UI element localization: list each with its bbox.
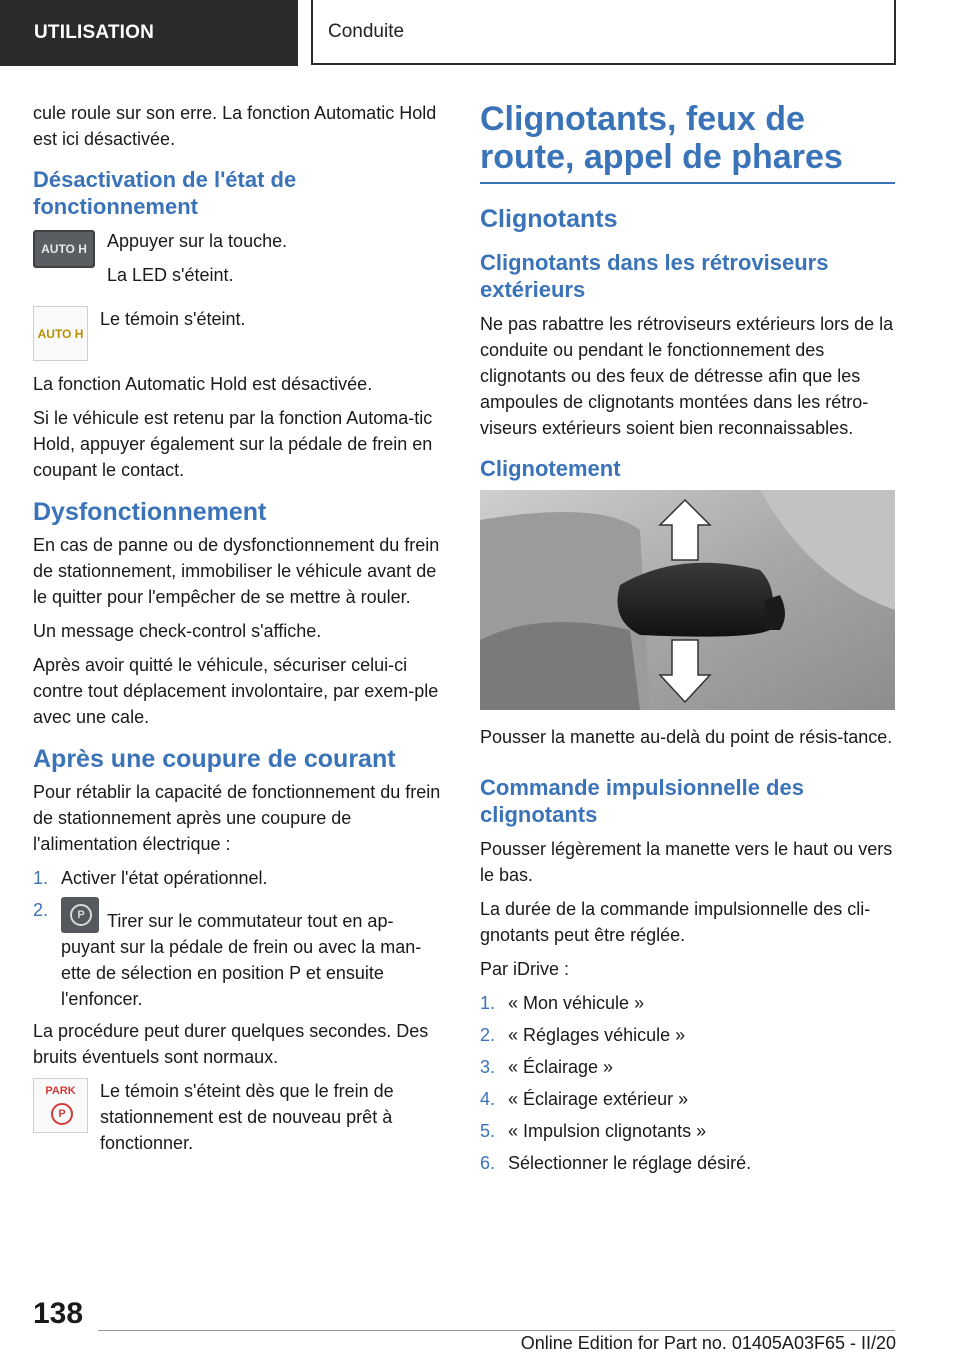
impulse-paragraph-3: Par iDrive :: [480, 959, 570, 979]
auto-hold-indicator-row: [33, 306, 441, 361]
malfunction-paragraph-3: Après avoir quitté le véhicule, sécuriser celui-ci contre tout déplacement involontaire, par exem-ple avec une cale.: [33, 655, 439, 727]
deactivation-heading: Désactivation de l'état de fonctionnement: [33, 167, 297, 219]
auto-hold-button-icon: AUTO H: [33, 230, 95, 268]
deactivation-step-2: La LED s'éteint.: [107, 265, 234, 285]
page-header: [0, 0, 960, 66]
deactivation-step-1: Appuyer sur la touche.: [107, 231, 288, 251]
intro-paragraph: cule roule sur son erre. La fonction Automatic Hold est ici désactivée.: [33, 103, 437, 149]
section-tab: UTILISATION: [0, 0, 298, 66]
park-indicator-row: [33, 1078, 441, 1164]
park-indicator-icon: PARK P: [33, 1078, 88, 1133]
turn-signals-heading: Clignotants: [480, 205, 618, 233]
step-number: 1.: [33, 868, 49, 888]
step-text: « Impulsion clignotants »: [508, 1121, 707, 1141]
list-item: [480, 1054, 895, 1080]
idrive-steps: [480, 990, 895, 1176]
left-column: [33, 100, 441, 1174]
malfunction-paragraph-2: Un message check-control s'affiche.: [33, 621, 322, 641]
photo-caption: Pousser la manette au-delà du point de résis-tance.: [480, 727, 893, 747]
page-number: 138: [33, 1297, 84, 1330]
auto-hold-button-row: [33, 228, 441, 296]
chapter-title: Conduite: [311, 0, 896, 65]
auto-hold-indicator-icon: AUTO H: [33, 306, 88, 361]
step-number: 5.: [480, 1121, 496, 1141]
step-text: « Éclairage »: [508, 1057, 614, 1077]
step-number: 4.: [480, 1089, 496, 1109]
malfunction-paragraph-1: En cas de panne ou de dysfonctionnement du frein de stationnement, immobiliser le véhicule avant de le quitter pour l'empêcher de se mettre à rouler.: [33, 535, 440, 607]
list-item: [480, 1150, 895, 1176]
power-outage-paragraph-2: La procédure peut durer quelques secondes. Des bruits éventuels sont normaux.: [33, 1021, 429, 1067]
list-item: [480, 1118, 895, 1144]
power-outage-paragraph-1: Pour rétablir la capacité de fonctionnement du frein de stationnement après une coupure de l'alimentation électrique :: [33, 782, 441, 854]
list-item: [480, 1086, 895, 1112]
step-text: « Réglages véhicule »: [508, 1025, 686, 1045]
park-indicator-label: PARK: [45, 1085, 76, 1097]
parking-brake-switch-icon: [61, 897, 99, 933]
step-number: 1.: [480, 993, 496, 1013]
step-text: « Éclairage extérieur »: [508, 1089, 689, 1109]
step-text: Sélectionner le réglage désiré.: [508, 1153, 752, 1173]
mirror-paragraph: Ne pas rabattre les rétroviseurs extérieurs lors de la conduite ou pendant le fonctionnement des clignotants ou des feux de détresse afin que les ampoules de clignotants montées dans les rétro-viseurs extérieurs soient bien reconnaissables.: [480, 314, 894, 438]
impulse-paragraph-1: Pousser légèrement la manette vers le haut ou vers le bas.: [480, 839, 893, 885]
step-text: « Mon véhicule »: [508, 993, 645, 1013]
impulse-paragraph-2: La durée de la commande impulsionnelle des cli-gnotants peut être réglée.: [480, 899, 871, 945]
step-text: Tirer sur le commutateur tout en ap-puyant sur la pédale de frein ou avec la man-ette de sélection en position P et ensuite l'enfoncer.: [61, 911, 422, 1009]
edition-note: Online Edition for Part no. 01405A03F65 - II/20: [520, 1333, 896, 1353]
impulse-heading: Commande impulsionnelle des clignotants: [480, 775, 804, 827]
heading-divider: [480, 182, 895, 184]
power-outage-steps: [33, 865, 441, 1012]
step-number: 2.: [480, 1025, 496, 1045]
deactivation-paragraph-2: Si le véhicule est retenu par la fonction Automa-tic Hold, appuyer également sur la pédale de frein en coupant le contact.: [33, 408, 433, 480]
step-number: 2.: [33, 900, 49, 920]
footer-divider: [98, 1330, 895, 1331]
main-heading: Clignotants, feux de route, appel de phares: [480, 100, 843, 176]
step-text: Activer l'état opérationnel.: [61, 868, 268, 888]
deactivation-paragraph-1: La fonction Automatic Hold est désactivée.: [33, 374, 373, 394]
list-item: [33, 865, 441, 891]
indicator-text: Le témoin s'éteint.: [100, 309, 246, 329]
park-indicator-text: Le témoin s'éteint dès que le frein de stationnement est de nouveau prêt à fonctionner.: [100, 1081, 394, 1153]
mirror-signals-heading: Clignotants dans les rétroviseurs extérieurs: [480, 250, 829, 302]
list-item: [480, 1022, 895, 1048]
list-item: [33, 897, 441, 1012]
step-number: 6.: [480, 1153, 496, 1173]
turn-signal-stalk-photo: [480, 490, 895, 710]
step-number: 3.: [480, 1057, 496, 1077]
malfunction-heading: Dysfonctionnement: [33, 498, 267, 526]
list-item: [480, 990, 895, 1016]
right-column: [480, 100, 895, 1182]
power-outage-heading: Après une coupure de courant: [33, 745, 396, 773]
signaling-heading: Clignotement: [480, 456, 621, 481]
